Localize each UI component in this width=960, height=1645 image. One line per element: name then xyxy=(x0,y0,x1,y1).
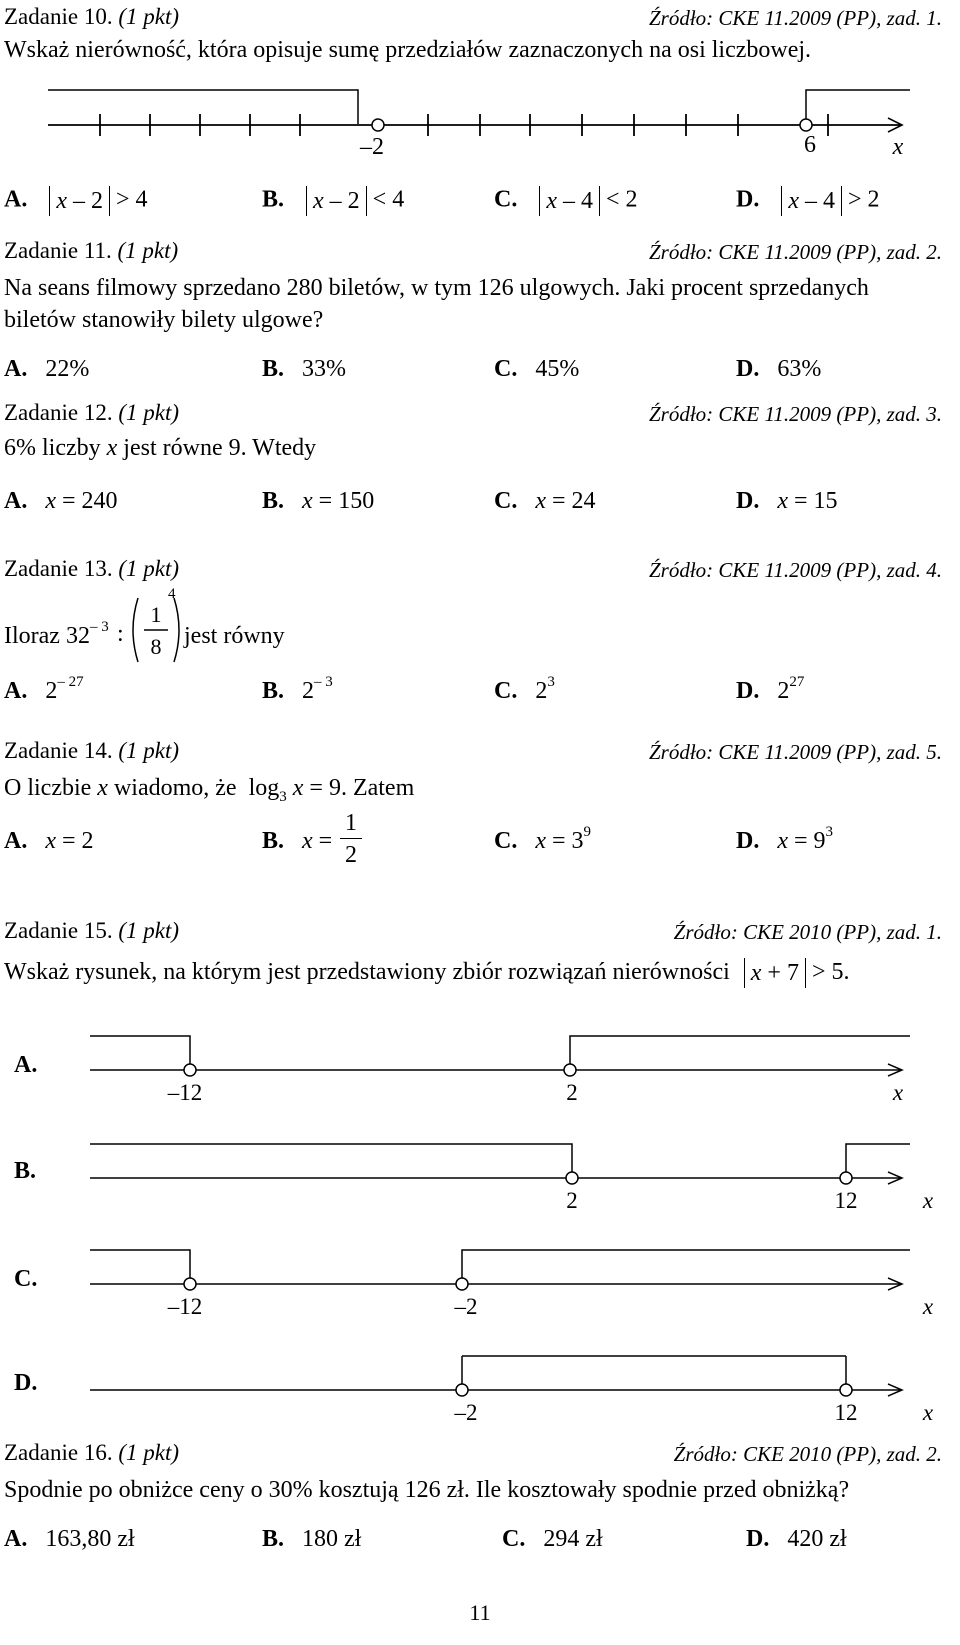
abs-value: x – 2 xyxy=(49,186,110,216)
axis-label: 12 xyxy=(834,1400,858,1425)
interval-right xyxy=(806,90,910,124)
axis-option-a-letter[interactable]: A. xyxy=(14,1052,38,1078)
task-text: jest równy xyxy=(184,623,285,649)
task-text: biletów stanowiły bilety ulgowe? xyxy=(4,307,324,333)
interval-right xyxy=(462,1250,910,1282)
number-line-c xyxy=(0,1244,960,1324)
open-point-left xyxy=(372,119,384,131)
option-letter: B. xyxy=(262,678,285,704)
open-point xyxy=(184,1278,196,1290)
colon: : xyxy=(117,621,124,647)
option-11-c[interactable] xyxy=(494,356,579,383)
task-11-header xyxy=(4,238,178,264)
axis-label-right: 6 xyxy=(804,132,816,158)
option-value: 180 zł xyxy=(302,1526,362,1552)
option-12-d[interactable]: D. x = 15 xyxy=(736,488,838,514)
option-letter: C. xyxy=(494,186,518,213)
option-16-a[interactable] xyxy=(4,1526,135,1553)
task-points: (1 pkt) xyxy=(118,4,179,29)
axis-label: –12 xyxy=(167,1080,203,1105)
axis-var: x xyxy=(892,134,904,160)
task-title: Zadanie 14. xyxy=(4,738,113,763)
abs-value: x + 7 xyxy=(744,958,806,988)
task-source: Źródło: CKE 2010 (PP), zad. 2. xyxy=(673,1442,942,1466)
task-10-header xyxy=(4,4,179,30)
axis-label: 2 xyxy=(566,1188,578,1213)
fraction-paren xyxy=(126,590,186,670)
axis-var: x xyxy=(892,1080,904,1105)
base-power: $32^{- 3}$ xyxy=(66,619,109,649)
task-text: Wskaż nierówność, która opisuje sumę przedziałów zaznaczonych na osi liczbowej. xyxy=(4,37,812,63)
open-point xyxy=(840,1384,852,1396)
axis-label-left: –2 xyxy=(360,134,384,160)
option-value: 63% xyxy=(777,356,822,382)
option-12-a[interactable]: A. x = 240 xyxy=(4,488,118,514)
option-letter: D. xyxy=(746,1526,770,1552)
option-letter: A. xyxy=(4,356,28,382)
axis-label: –2 xyxy=(454,1294,478,1319)
interval-right xyxy=(570,1036,910,1068)
option-10-a[interactable]: A. x – 2 > 4 xyxy=(4,186,148,214)
option-16-d[interactable] xyxy=(746,1526,847,1553)
frac-num: 1 xyxy=(150,602,162,627)
task-text: Iloraz xyxy=(4,623,60,649)
option-value: 24 xyxy=(571,488,596,514)
option-12-b[interactable]: B. x = 150 xyxy=(262,488,375,514)
axis-var: x xyxy=(922,1188,934,1213)
option-13-d[interactable]: D. $2^{27}$ xyxy=(736,674,805,704)
task-14-header xyxy=(4,738,179,764)
option-letter: D. xyxy=(736,186,760,213)
axis-label: –12 xyxy=(167,1294,203,1319)
task-points: (1 pkt) xyxy=(118,918,179,943)
option-letter: B. xyxy=(262,356,285,382)
option-value: 33% xyxy=(302,356,347,382)
task-source: Źródło: CKE 11.2009 (PP), zad. 5. xyxy=(648,740,942,764)
task-13-header xyxy=(4,556,179,582)
option-letter: A. xyxy=(4,186,28,213)
option-14-c[interactable]: C. $x = 3^9$ xyxy=(494,824,592,854)
option-14-d[interactable]: D. $x = 9^3$ xyxy=(736,824,834,854)
axis-option-c-letter[interactable]: C. xyxy=(14,1266,38,1292)
option-letter: D. xyxy=(736,678,760,704)
axis-label: –2 xyxy=(454,1400,478,1425)
page-number: 11 xyxy=(469,1600,491,1625)
option-value: 45% xyxy=(535,356,580,382)
option-letter: C. xyxy=(494,356,518,382)
option-10-c[interactable]: C. x – 4 < 2 xyxy=(494,186,638,214)
option-letter: C. xyxy=(502,1526,526,1552)
task-points: (1 pkt) xyxy=(118,400,179,425)
task-points: (1 pkt) xyxy=(118,738,179,763)
frac-exponent: 4 xyxy=(168,586,176,602)
task-title: Zadanie 13. xyxy=(4,556,113,581)
number-line-b xyxy=(0,1138,960,1218)
option-letter: B. xyxy=(262,1526,285,1552)
option-value: 163,80 zł xyxy=(45,1526,135,1552)
task-text: O liczbie x wiadomo, że $\log_3 x = 9$. Zatem xyxy=(4,775,415,805)
open-point-right xyxy=(800,119,812,131)
abs-value: x – 4 xyxy=(539,186,600,216)
task-points: (1 pkt) xyxy=(118,556,179,581)
task-title: Zadanie 15. xyxy=(4,918,113,943)
number-line-10 xyxy=(0,80,960,160)
option-letter: A. xyxy=(4,1526,28,1552)
frac-den: 8 xyxy=(150,634,162,659)
axis-var: x xyxy=(922,1294,934,1319)
option-14-b-frac: 1 2 xyxy=(340,808,362,871)
task-points: (1 pkt) xyxy=(118,1440,179,1465)
option-11-b[interactable] xyxy=(262,356,346,383)
option-letter: B. xyxy=(262,488,285,514)
option-letter: D. xyxy=(736,356,760,382)
task-16-header xyxy=(4,1440,179,1466)
task-source: Źródło: CKE 11.2009 (PP), zad. 4. xyxy=(648,558,942,582)
abs-value: x – 4 xyxy=(781,186,842,216)
option-14-a[interactable]: A. x = 2 xyxy=(4,828,94,854)
axis-var: x xyxy=(922,1400,934,1425)
axis-label: 2 xyxy=(566,1080,578,1105)
open-point xyxy=(840,1172,852,1184)
option-10-b[interactable]: B. x – 2 < 4 xyxy=(262,186,405,214)
option-16-c[interactable] xyxy=(502,1526,603,1553)
task-text: Na seans filmowy sprzedano 280 biletów, w tym 126 ulgowych. Jaki procent sprzedanych xyxy=(4,275,869,301)
open-point xyxy=(456,1278,468,1290)
task-text: 6% liczby x jest równe 9. Wtedy xyxy=(4,435,317,461)
option-11-d[interactable] xyxy=(736,356,821,383)
task-15-header xyxy=(4,918,179,944)
option-value: 420 zł xyxy=(787,1526,847,1552)
task-title: Zadanie 16. xyxy=(4,1440,113,1465)
interval-left xyxy=(90,1036,190,1068)
option-value: 15 xyxy=(813,488,838,514)
option-value: 22% xyxy=(45,356,90,382)
open-point xyxy=(184,1064,196,1076)
task-title: Zadanie 11. xyxy=(4,238,112,263)
option-letter: B. xyxy=(262,828,285,854)
task-source: Źródło: CKE 11.2009 (PP), zad. 2. xyxy=(648,240,942,264)
open-point xyxy=(456,1384,468,1396)
option-value: 294 zł xyxy=(543,1526,603,1552)
option-value: 150 xyxy=(338,488,375,514)
option-letter: C. xyxy=(494,678,518,704)
number-line-a xyxy=(0,1030,960,1110)
task-title: Zadanie 12. xyxy=(4,400,113,425)
open-point xyxy=(564,1064,576,1076)
task-12-header xyxy=(4,400,179,426)
task-text: Spodnie po obniżce ceny o 30% kosztują 126 zł. Ile kosztowały spodnie przed obniżką? xyxy=(4,1477,850,1503)
interval-left xyxy=(90,1144,572,1176)
axis-option-d-letter[interactable]: D. xyxy=(14,1370,38,1396)
option-14-b[interactable]: B. x = xyxy=(262,828,333,854)
option-value: 240 xyxy=(81,488,118,514)
interval-right xyxy=(846,1144,910,1176)
option-letter: C. xyxy=(494,828,518,854)
option-value: 2 xyxy=(81,828,94,854)
option-13-b[interactable]: B. $2^{- 3}$ xyxy=(262,674,333,704)
task-text: Wskaż rysunek, na którym jest przedstawiony zbiór rozwiązań nierówności x + 7 > 5. xyxy=(4,959,850,987)
option-letter: D. xyxy=(736,828,760,854)
interval-left xyxy=(90,1250,190,1282)
axis-option-b-letter[interactable]: B. xyxy=(14,1158,37,1184)
option-letter: D. xyxy=(736,488,760,514)
open-point xyxy=(566,1172,578,1184)
option-16-b[interactable] xyxy=(262,1526,361,1553)
task-title: Zadanie 10. xyxy=(4,4,113,29)
abs-value: x – 2 xyxy=(306,186,367,216)
option-letter: B. xyxy=(262,186,285,213)
option-13-a[interactable]: A. $2^{- 27}$ xyxy=(4,674,84,704)
axis-label: 12 xyxy=(834,1188,858,1213)
option-letter: A. xyxy=(4,488,28,514)
number-line-d xyxy=(0,1350,960,1430)
option-10-d[interactable]: D. x – 4 > 2 xyxy=(736,186,880,214)
task-source: Źródło: CKE 2010 (PP), zad. 1. xyxy=(673,920,942,944)
option-11-a[interactable] xyxy=(4,356,89,383)
task-points: (1 pkt) xyxy=(117,238,179,263)
task-source: Źródło: CKE 11.2009 (PP), zad. 3. xyxy=(648,402,942,426)
interval-left xyxy=(48,90,358,124)
option-letter: A. xyxy=(4,678,28,704)
option-letter: C. xyxy=(494,488,518,514)
task-source: Źródło: CKE 11.2009 (PP), zad. 1. xyxy=(648,6,942,30)
option-13-c[interactable]: C. $2^3$ xyxy=(494,674,555,704)
option-letter: A. xyxy=(4,828,28,854)
option-12-c[interactable]: C. x = 24 xyxy=(494,488,596,514)
